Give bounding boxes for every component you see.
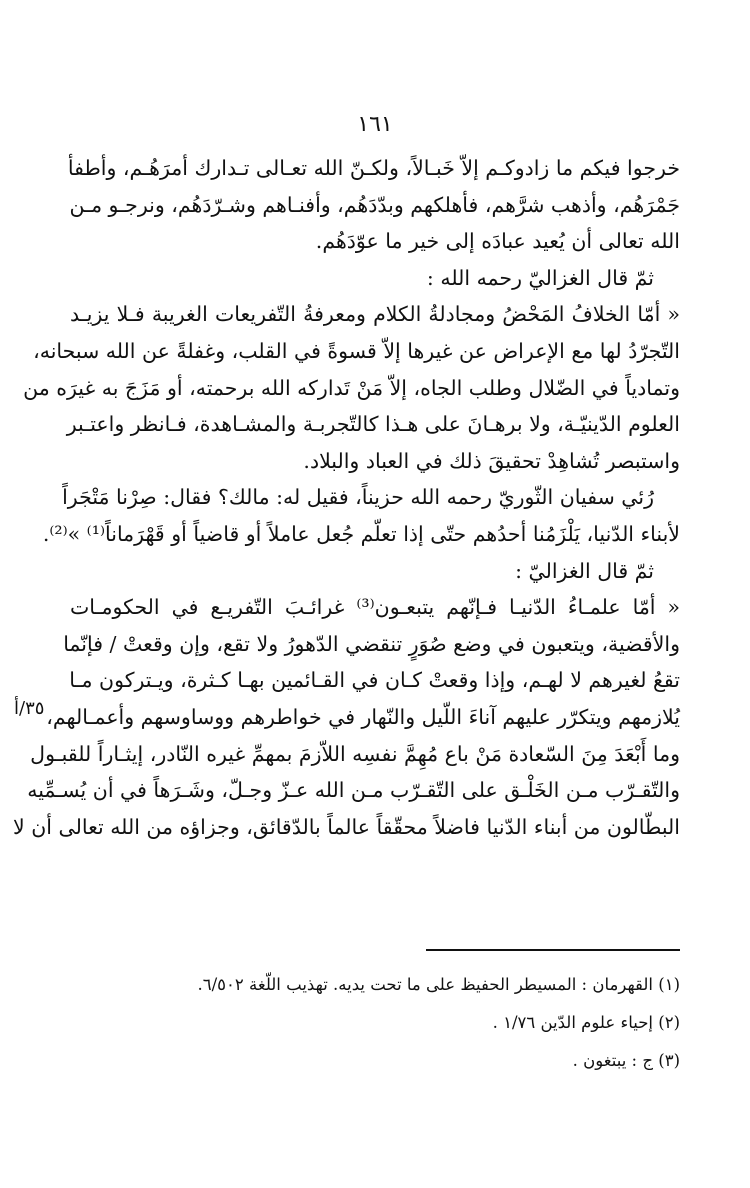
footnote: (٣) ج : يبتغون . (572, 1051, 680, 1070)
footnote-divider (426, 949, 680, 951)
manuscript-folio-note: ٣٥/أ (14, 698, 45, 719)
text-line: « أمّا علمـاءُ الدّنيـا فـإنّهم يتبعـون⁽³⁾ غرائـبَ التّفريـع في الحكومـات (70, 595, 680, 620)
text-line: واستبصر تُشاهِدْ تحقيقَ ذلك في العباد والبلاد. (303, 448, 680, 473)
text-line: رُئي سفيان الثّوريّ رحمه الله حزيناً، فقيل له: مالك؟ فقال: صِرْنا مَتْجَراً (62, 485, 654, 510)
text-line: وتمادياً في الضّلال وطلب الجاه، إلاّ مَنْ تَداركه الله برحمته، أو مَزَجَ به غيرَه من (23, 375, 680, 400)
text-line: خرجوا فيكم ما زادوكـم إلاّ خَبـالاً، ولكـنّ الله تعـالى تـدارك أمرَهُـم، وأطفأ (67, 156, 680, 180)
text-line: العلوم الدّينيّـة، ولا برهـانَ على هـذا كالتّجربـة والمشـاهدة، فـانظر واعتـبر (66, 412, 680, 437)
text-line: التّجرّدُ لها مع الإعراض عن غيرها إلاّ قسوةً في القلب، وغفلةً عن الله سبحانه، (33, 338, 680, 363)
text-line: الله تعالى أن يُعيد عبادَه إلى خير ما عوّدَهُم. (315, 229, 680, 254)
text-line: جَمْرَهُم، وأذهب شرَّهم، فأهلكهم وبدّدَهُم، وأفنـاهم وشـرّدَهُم، ونرجـو مـن (69, 192, 680, 217)
text-line: لأبناء الدّنيا، يَلْزَمُنا أحدُهم حتّى إذا تعلّم جُعل عاملاً أو قاضياً أو قَهْرَماناً⁽¹⁾ »⁽²⁾. (42, 521, 680, 546)
text-line: وما أَبْعَدَ مِنَ السّعادة مَنْ باع مُهِمَّ نفسِه اللاّزمَ بمهمِّ غيره النّادر، إيثـاراً للقبـول (30, 741, 680, 766)
text-line: تقعُ لغيرهم لا لهـم، وإذا وقعتْ كـان في القـائمين بهـا كـثرة، ويـتركون مـا (69, 668, 680, 693)
footnotes (70, 966, 680, 1080)
footnote: (٢) إحياء علوم الدّين ١/٧٦ . (492, 1013, 680, 1032)
text-line: والتّقـرّب مـن الخَلْـق على التّقـرّب مـن الله عـزّ وجـلّ، وشَـرَهاً في أن يُسـمِّيه (27, 778, 680, 803)
footnote: (١) القهرمان : المسيطر الحفيظ على ما تحت يديه. تهذيب اللّغة ٦/٥٠٢. (197, 975, 680, 994)
section-heading: ثمّ قال الغزاليّ رحمه الله : (426, 265, 654, 290)
text-line: البطّالون من أبناء الدّنيا فاضلاً محقّقاً عالماً بالدّقائق، وجزاؤه من الله تعالى أن لا (13, 814, 680, 839)
section-heading: ثمّ قال الغزاليّ : (515, 558, 654, 583)
text-line: يُلازمهم ويتكرّر عليهم آناءَ اللّيل والنّهار في خواطرهم ووساوسهم وأعمـالهم، (46, 704, 680, 729)
page-number: ١٦١ (357, 112, 393, 137)
text-line: « أمّا الخلافُ المَحْضُ ومجادلةُ الكلام ومعرفةُ التّفريعات الغريبة فـلا يزيـد (70, 302, 680, 327)
text-line: والأقضية، ويتعبون في وضع صُوَرٍ تنقضي الدّهورُ ولا تقع، وإن وقعتْ / فإنّما (63, 631, 680, 656)
